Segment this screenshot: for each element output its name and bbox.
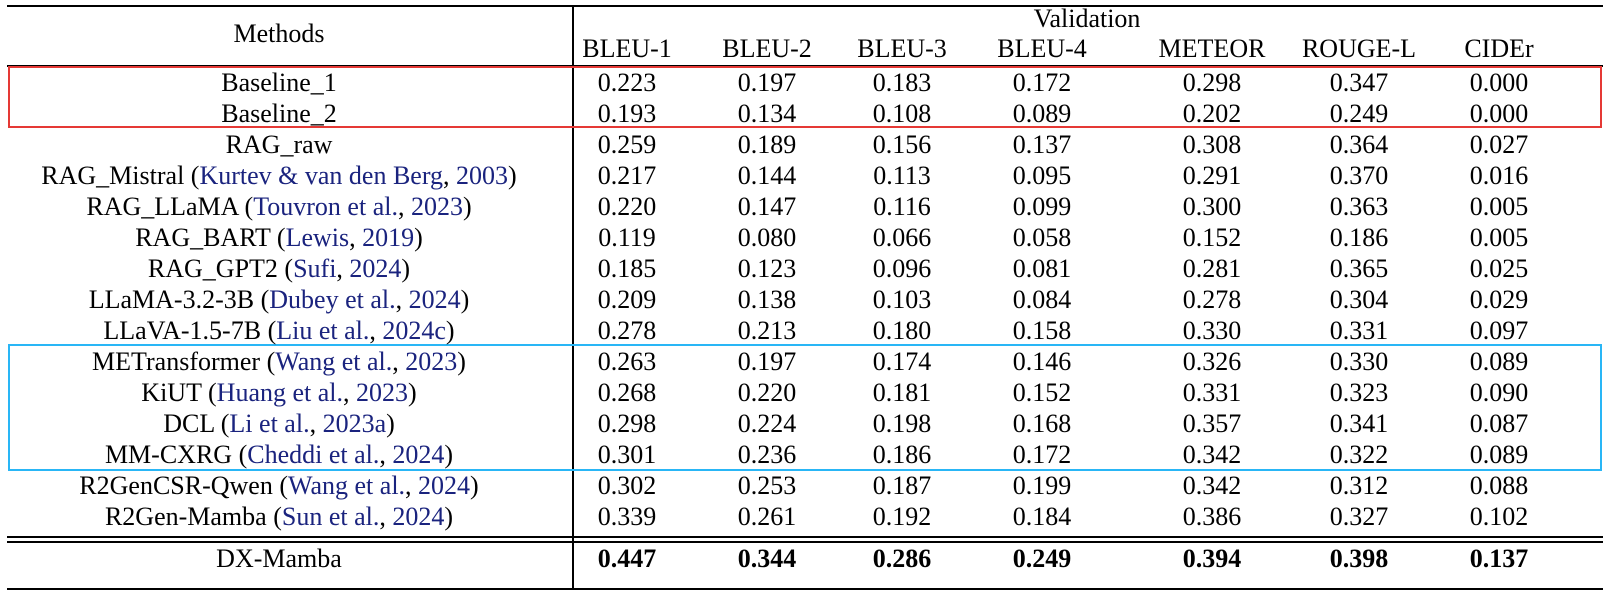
citation-year-link[interactable]: 2024 — [418, 471, 471, 500]
method-name: LLaVA-1.5-7B (Liu et al., 2024c) — [103, 316, 455, 345]
metric-value: 0.025 — [1469, 254, 1529, 283]
final-metric-value: 0.137 — [1469, 544, 1529, 573]
method-label: RAG_GPT2 — [147, 254, 278, 283]
metric-value: 0.116 — [873, 192, 931, 221]
metric-value: 0.172 — [1012, 440, 1072, 469]
metric-value: 0.156 — [872, 130, 932, 159]
metric-value: 0.268 — [597, 378, 657, 407]
metric-value: 0.342 — [1182, 440, 1242, 469]
final-double-rule-1 — [7, 536, 1603, 538]
final-metric-value: 0.447 — [597, 544, 657, 573]
method-label: RAG_BART — [135, 223, 271, 252]
final-metric-value: 0.398 — [1329, 544, 1389, 573]
column-header-rouge-l: ROUGE-L — [1301, 34, 1417, 63]
method-label: RAG_raw — [225, 130, 333, 159]
metric-value: 0.326 — [1182, 347, 1242, 376]
metric-value: 0.209 — [597, 285, 657, 314]
metric-value: 0.291 — [1182, 161, 1242, 190]
metric-value: 0.304 — [1329, 285, 1389, 314]
metric-value: 0.197 — [737, 68, 797, 97]
citation-year-link[interactable]: 2024c — [382, 316, 446, 345]
column-header-meteor: METEOR — [1158, 34, 1266, 63]
metric-value: 0.080 — [737, 223, 797, 252]
citation-year-link[interactable]: 2019 — [362, 223, 415, 252]
metric-value: 0.217 — [597, 161, 657, 190]
top-rule — [7, 5, 1603, 7]
metric-value: 0.363 — [1329, 192, 1389, 221]
metric-value: 0.087 — [1469, 409, 1529, 438]
method-name: RAG_GPT2 (Sufi, 2024) — [147, 254, 411, 283]
citation-link[interactable]: Lewis — [285, 223, 350, 252]
citation-year-link[interactable]: 2024 — [392, 440, 445, 469]
metric-value: 0.058 — [1012, 223, 1072, 252]
metric-value: 0.066 — [872, 223, 932, 252]
metric-value: 0.213 — [737, 316, 797, 345]
metric-value: 0.005 — [1469, 223, 1529, 252]
method-name: METransformer (Wang et al., 2023) — [92, 347, 466, 376]
metric-value: 0.005 — [1469, 192, 1529, 221]
citation-link[interactable]: Dubey et al. — [269, 285, 396, 314]
method-name — [226, 129, 333, 161]
metric-value: 0.152 — [1012, 378, 1072, 407]
final-metric-value: 0.286 — [872, 544, 932, 573]
metric-value: 0.029 — [1469, 285, 1529, 314]
metric-value: 0.259 — [597, 130, 657, 159]
method-label: R2Gen-Mamba — [104, 502, 267, 531]
metric-value: 0.184 — [1012, 502, 1072, 531]
citation-year-link[interactable]: 2023 — [356, 378, 409, 407]
method-name — [221, 67, 337, 99]
metric-value: 0.189 — [737, 130, 797, 159]
metric-value: 0.187 — [872, 471, 932, 500]
metric-value: 0.278 — [597, 316, 657, 345]
method-name: MM-CXRG (Cheddi et al., 2024) — [104, 440, 454, 469]
metric-value: 0.192 — [872, 502, 932, 531]
metric-value: 0.323 — [1329, 378, 1389, 407]
citation-year-link[interactable]: 2003 — [456, 161, 509, 190]
metric-value: 0.147 — [737, 192, 797, 221]
metric-value: 0.386 — [1182, 502, 1242, 531]
metric-value: 0.096 — [872, 254, 932, 283]
metric-value: 0.186 — [872, 440, 932, 469]
metric-value: 0.090 — [1469, 378, 1529, 407]
metric-value: 0.134 — [737, 99, 797, 128]
citation-link[interactable]: Wang et al. — [288, 471, 406, 500]
citation-year-link[interactable]: 2024 — [349, 254, 402, 283]
metric-value: 0.220 — [737, 378, 797, 407]
metric-value: 0.342 — [1182, 471, 1242, 500]
metric-value: 0.357 — [1182, 409, 1242, 438]
metric-value: 0.113 — [873, 161, 931, 190]
bottom-rule — [7, 588, 1603, 590]
metric-value: 0.084 — [1012, 285, 1072, 314]
metric-value: 0.158 — [1012, 316, 1072, 345]
method-label: Baseline_2 — [221, 99, 337, 128]
citation-link[interactable]: Liu et al. — [276, 316, 370, 345]
metric-value: 0.330 — [1329, 347, 1389, 376]
citation-year-link[interactable]: 2023a — [322, 409, 387, 438]
metric-value: 0.123 — [737, 254, 797, 283]
metric-value: 0.174 — [872, 347, 932, 376]
final-metric-value: 0.344 — [737, 544, 797, 573]
metric-value: 0.089 — [1012, 99, 1072, 128]
method-name: LLaMA-3.2-3B (Dubey et al., 2024) — [88, 285, 470, 314]
method-label: KiUT — [141, 378, 202, 407]
metric-value: 0.138 — [737, 285, 797, 314]
method-label: LLaMA-3.2-3B — [88, 285, 255, 314]
metric-value: 0.301 — [597, 440, 657, 469]
methods-header: Methods — [233, 19, 325, 48]
metric-value: 0.144 — [737, 161, 797, 190]
metric-value: 0.016 — [1469, 161, 1529, 190]
metric-value: 0.298 — [597, 409, 657, 438]
method-label: RAG_LLaMA — [86, 192, 239, 221]
metric-value: 0.081 — [1012, 254, 1072, 283]
metric-value: 0.095 — [1012, 161, 1072, 190]
metric-value: 0.089 — [1469, 347, 1529, 376]
citation-link[interactable]: Li et al. — [229, 409, 310, 438]
metric-value: 0.322 — [1329, 440, 1389, 469]
metric-value: 0.236 — [737, 440, 797, 469]
citation-link[interactable]: Sufi — [293, 254, 337, 283]
method-name: R2Gen-Mamba (Sun et al., 2024) — [104, 502, 454, 531]
metric-value: 0.341 — [1329, 409, 1389, 438]
metric-value: 0.000 — [1469, 99, 1529, 128]
metric-value: 0.183 — [872, 68, 932, 97]
metric-value: 0.330 — [1182, 316, 1242, 345]
metric-value: 0.152 — [1182, 223, 1242, 252]
metric-value: 0.365 — [1329, 254, 1389, 283]
metric-value: 0.249 — [1329, 99, 1389, 128]
method-label: R2GenCSR-Qwen — [79, 471, 273, 500]
metric-value: 0.088 — [1469, 471, 1529, 500]
citation-year-link[interactable]: 2024 — [408, 285, 461, 314]
citation-link[interactable]: Huang et al. — [216, 378, 344, 407]
method-name: KiUT (Huang et al., 2023) — [141, 378, 417, 407]
citation-link[interactable]: Kurtev & van den Berg — [199, 161, 444, 190]
method-name: RAG_BART (Lewis, 2019) — [135, 223, 423, 252]
metric-value: 0.199 — [1012, 471, 1072, 500]
metric-value: 0.364 — [1329, 130, 1389, 159]
metric-value: 0.168 — [1012, 409, 1072, 438]
method-label: Baseline_1 — [221, 68, 337, 97]
method-name: RAG_Mistral (Kurtev & van den Berg, 2003) — [41, 161, 517, 190]
metric-value: 0.347 — [1329, 68, 1389, 97]
metric-value: 0.300 — [1182, 192, 1242, 221]
validation-header: Validation — [1033, 4, 1141, 33]
column-header-bleu-2: BLEU-2 — [722, 34, 812, 63]
metric-value: 0.108 — [872, 99, 932, 128]
column-header-bleu-3: BLEU-3 — [857, 34, 947, 63]
metric-value: 0.261 — [737, 502, 797, 531]
metric-value: 0.103 — [872, 285, 932, 314]
metric-value: 0.327 — [1329, 502, 1389, 531]
metric-value: 0.180 — [872, 316, 932, 345]
metric-value: 0.331 — [1182, 378, 1242, 407]
method-name: DCL (Li et al., 2023a) — [163, 409, 395, 438]
method-label: MM-CXRG — [104, 440, 233, 469]
metric-value: 0.263 — [597, 347, 657, 376]
metric-value: 0.224 — [737, 409, 797, 438]
citation-link[interactable]: Wang et al. — [275, 347, 393, 376]
metric-value: 0.186 — [1329, 223, 1389, 252]
column-header-bleu-1: BLEU-1 — [582, 34, 672, 63]
metric-value: 0.146 — [1012, 347, 1072, 376]
metric-value: 0.172 — [1012, 68, 1072, 97]
metric-value: 0.000 — [1469, 68, 1529, 97]
metric-value: 0.089 — [1469, 440, 1529, 469]
method-label: METransformer — [92, 347, 261, 376]
metric-value: 0.119 — [598, 223, 656, 252]
method-label: DCL — [163, 409, 215, 438]
citation-link[interactable]: Touvron et al. — [253, 192, 398, 221]
metric-value: 0.220 — [597, 192, 657, 221]
metric-value: 0.223 — [597, 68, 657, 97]
method-label: LLaVA-1.5-7B — [103, 316, 262, 345]
metric-value: 0.253 — [737, 471, 797, 500]
metric-value: 0.137 — [1012, 130, 1072, 159]
citation-link[interactable]: Sun et al. — [281, 502, 380, 531]
citation-link[interactable]: Cheddi et al. — [247, 440, 380, 469]
metric-value: 0.281 — [1182, 254, 1242, 283]
metric-value: 0.370 — [1329, 161, 1389, 190]
metric-value: 0.331 — [1329, 316, 1389, 345]
metric-value: 0.027 — [1469, 130, 1529, 159]
metric-value: 0.202 — [1182, 99, 1242, 128]
method-name: RAG_LLaMA (Touvron et al., 2023) — [86, 192, 472, 221]
results-table — [7, 5, 1603, 591]
citation-year-link[interactable]: 2024 — [392, 502, 445, 531]
metric-value: 0.339 — [597, 502, 657, 531]
metric-value: 0.099 — [1012, 192, 1072, 221]
method-name — [221, 98, 337, 130]
final-method-name: DX-Mamba — [216, 544, 342, 573]
method-name: R2GenCSR-Qwen (Wang et al., 2024) — [79, 471, 479, 500]
method-label: RAG_Mistral — [41, 161, 185, 190]
column-header-cider: CIDEr — [1464, 34, 1534, 63]
metric-value: 0.181 — [872, 378, 932, 407]
column-header-bleu-4: BLEU-4 — [997, 34, 1087, 63]
metric-value: 0.197 — [737, 347, 797, 376]
final-metric-value: 0.394 — [1182, 544, 1242, 573]
metric-value: 0.298 — [1182, 68, 1242, 97]
metric-value: 0.308 — [1182, 130, 1242, 159]
metric-value: 0.102 — [1469, 502, 1529, 531]
metric-value: 0.193 — [597, 99, 657, 128]
metric-value: 0.097 — [1469, 316, 1529, 345]
citation-year-link[interactable]: 2023 — [410, 192, 463, 221]
metric-value: 0.185 — [597, 254, 657, 283]
metric-value: 0.198 — [872, 409, 932, 438]
citation-year-link[interactable]: 2023 — [405, 347, 458, 376]
metric-value: 0.312 — [1329, 471, 1389, 500]
metric-value: 0.302 — [597, 471, 657, 500]
metric-value: 0.278 — [1182, 285, 1242, 314]
final-metric-value: 0.249 — [1012, 544, 1072, 573]
